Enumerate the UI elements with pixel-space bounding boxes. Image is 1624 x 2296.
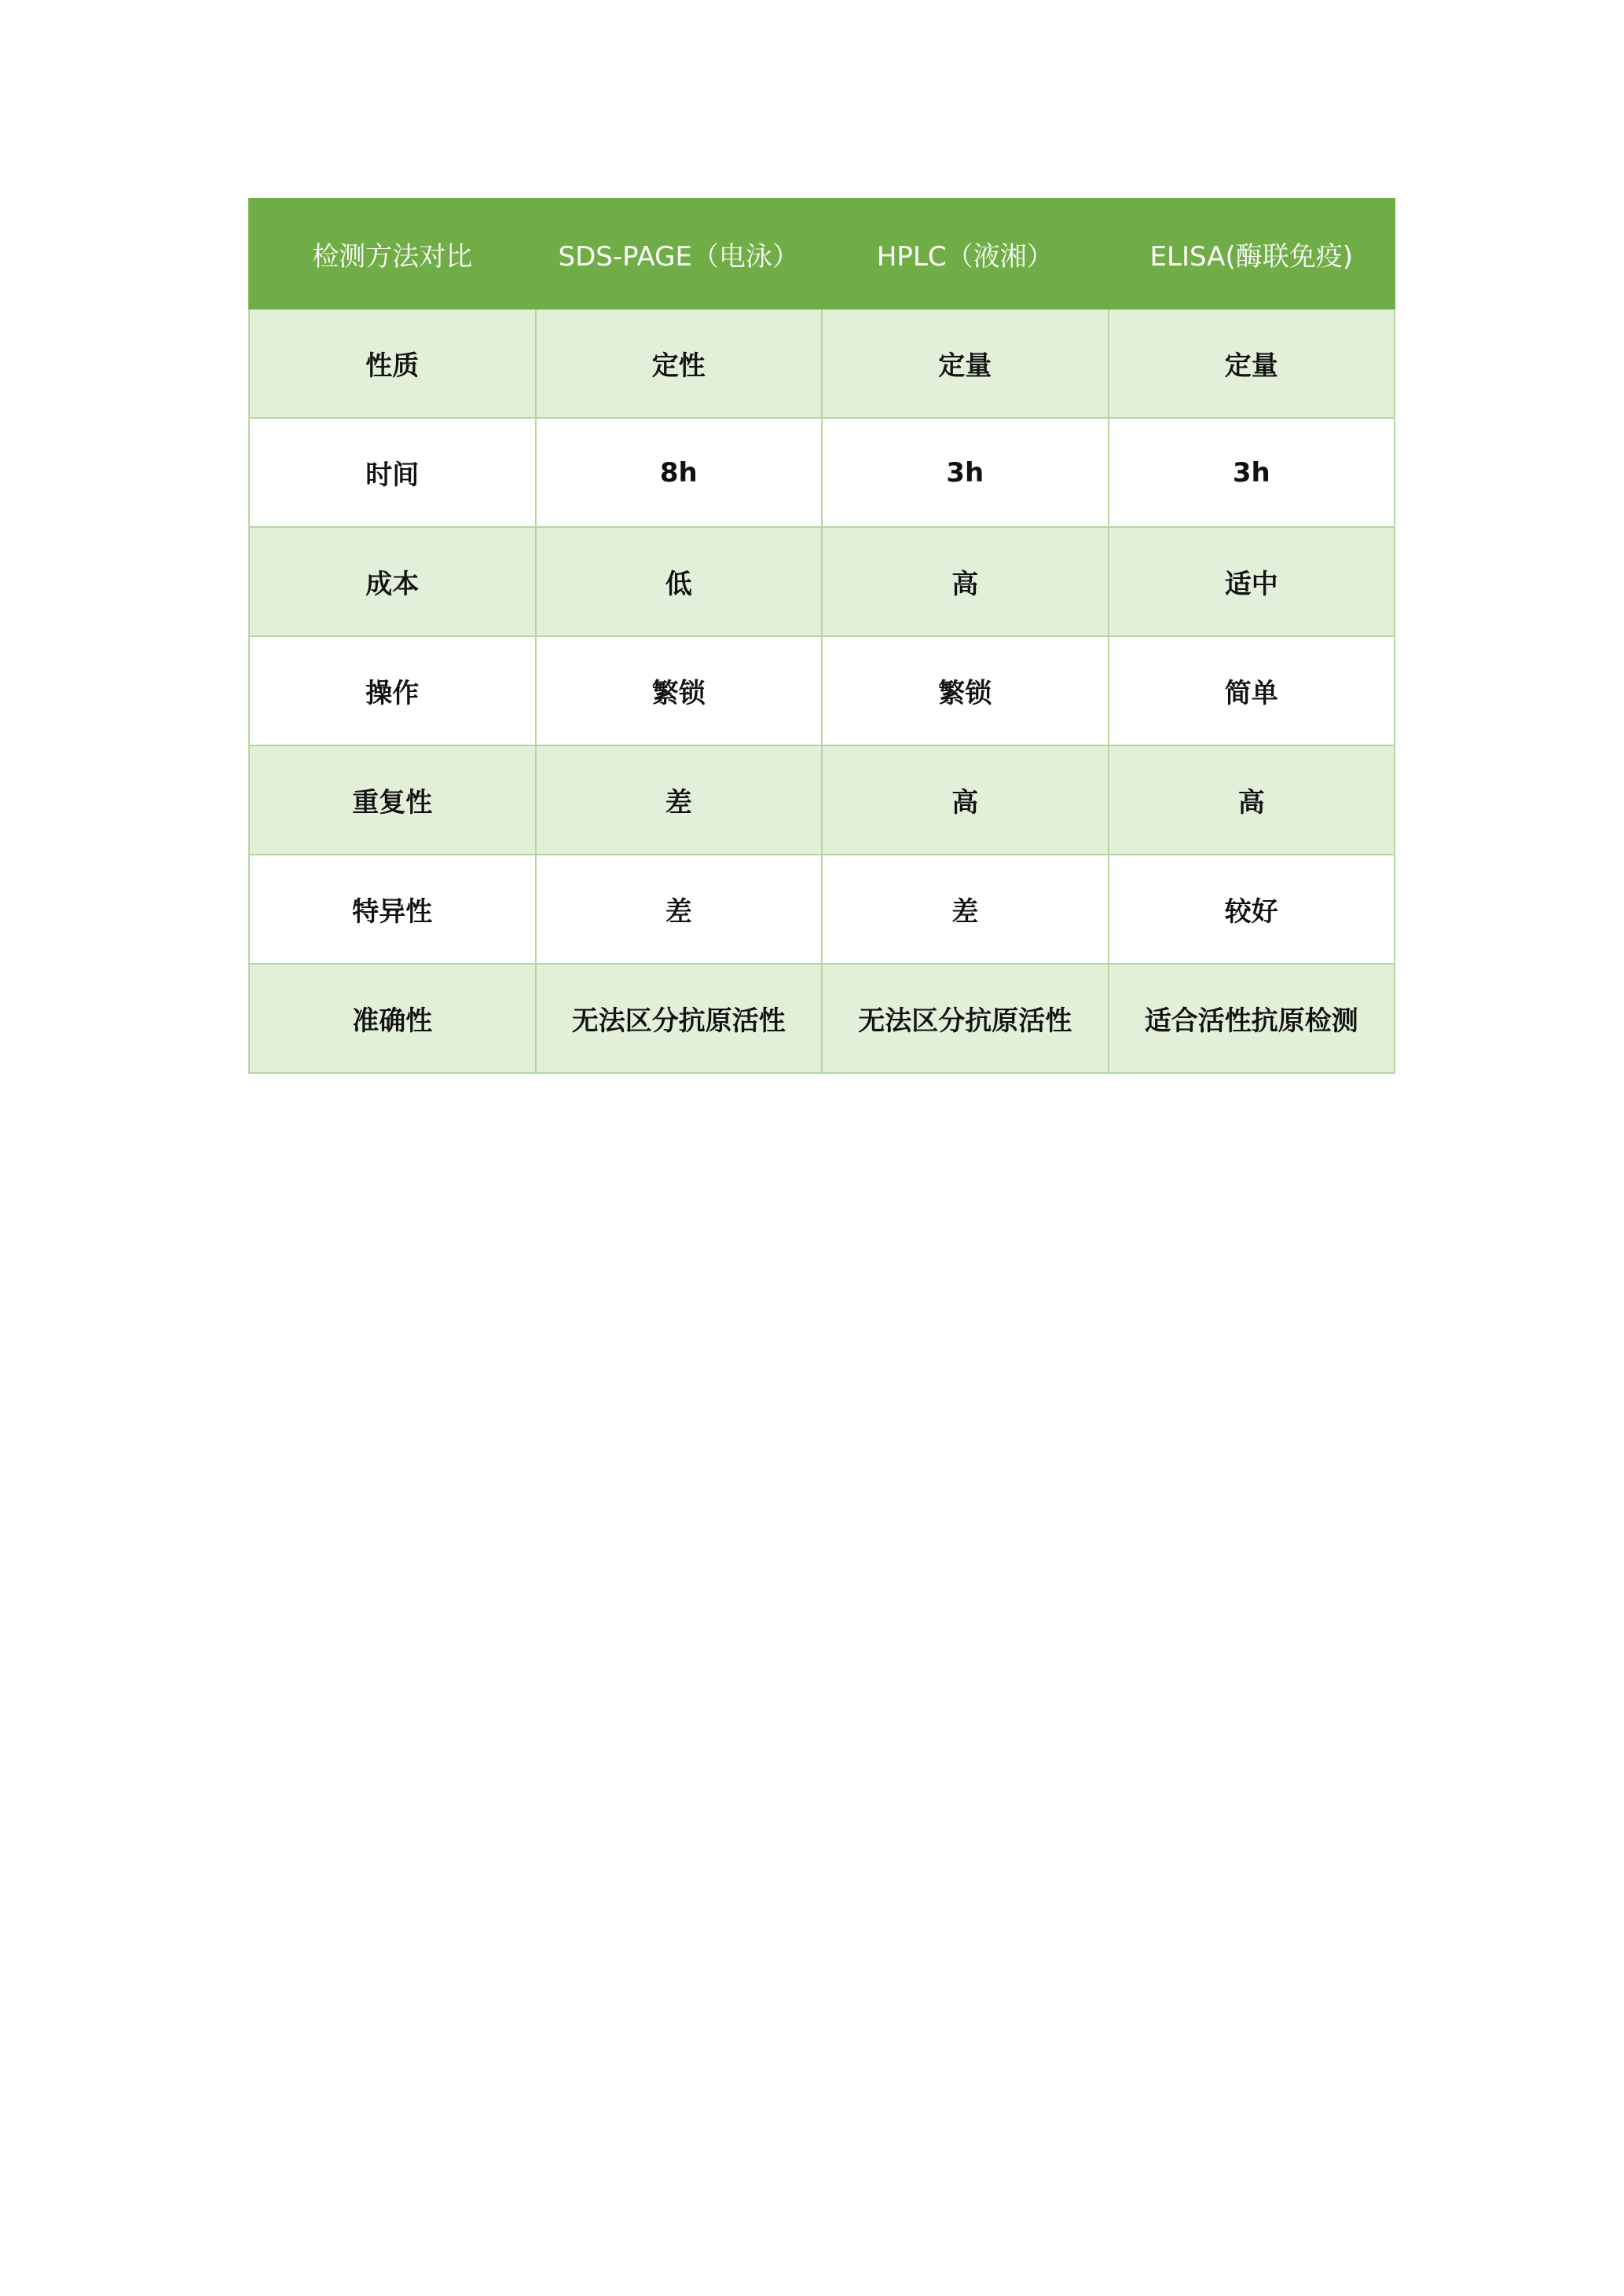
table-cell: 适合活性抗原检测 <box>1109 964 1395 1073</box>
table-cell: 无法区分抗原活性 <box>536 964 823 1073</box>
row-label-cell: 重复性 <box>249 745 536 855</box>
table-cell: 8h <box>536 418 823 527</box>
table-cell: 定性 <box>536 309 823 418</box>
table-row <box>249 309 1395 418</box>
table-body <box>249 309 1395 1073</box>
table-row <box>249 964 1395 1073</box>
row-label-cell: 成本 <box>249 527 536 636</box>
method-comparison-table <box>248 198 1395 1074</box>
table-cell: 适中 <box>1109 527 1395 636</box>
row-label-cell: 准确性 <box>249 964 536 1073</box>
row-label-cell: 时间 <box>249 418 536 527</box>
table-cell: 差 <box>536 855 823 964</box>
table-row <box>249 527 1395 636</box>
table-row <box>249 855 1395 964</box>
table-cell: 简单 <box>1109 636 1395 745</box>
row-label-cell: 操作 <box>249 636 536 745</box>
table-row <box>249 745 1395 855</box>
table-cell: 高 <box>822 745 1109 855</box>
header-cell-method: 检测方法对比 <box>249 199 536 309</box>
table-row <box>249 418 1395 527</box>
header-row <box>249 199 1395 309</box>
table-cell: 无法区分抗原活性 <box>822 964 1109 1073</box>
table-cell: 差 <box>536 745 823 855</box>
table-cell: 差 <box>822 855 1109 964</box>
table-cell: 较好 <box>1109 855 1395 964</box>
table-cell: 低 <box>536 527 823 636</box>
table-cell: 定量 <box>822 309 1109 418</box>
table-cell: 定量 <box>1109 309 1395 418</box>
header-cell-hplc: HPLC（液湘） <box>822 199 1109 309</box>
header-cell-sds-page: SDS-PAGE（电泳） <box>536 199 823 309</box>
table-cell: 3h <box>822 418 1109 527</box>
table-cell: 高 <box>822 527 1109 636</box>
header-cell-elisa: ELISA(酶联免疫) <box>1109 199 1395 309</box>
table-cell: 繁锁 <box>536 636 823 745</box>
row-label-cell: 性质 <box>249 309 536 418</box>
table-cell: 高 <box>1109 745 1395 855</box>
table-cell: 繁锁 <box>822 636 1109 745</box>
table-row <box>249 636 1395 745</box>
table-header <box>249 199 1395 309</box>
table-cell: 3h <box>1109 418 1395 527</box>
row-label-cell: 特异性 <box>249 855 536 964</box>
